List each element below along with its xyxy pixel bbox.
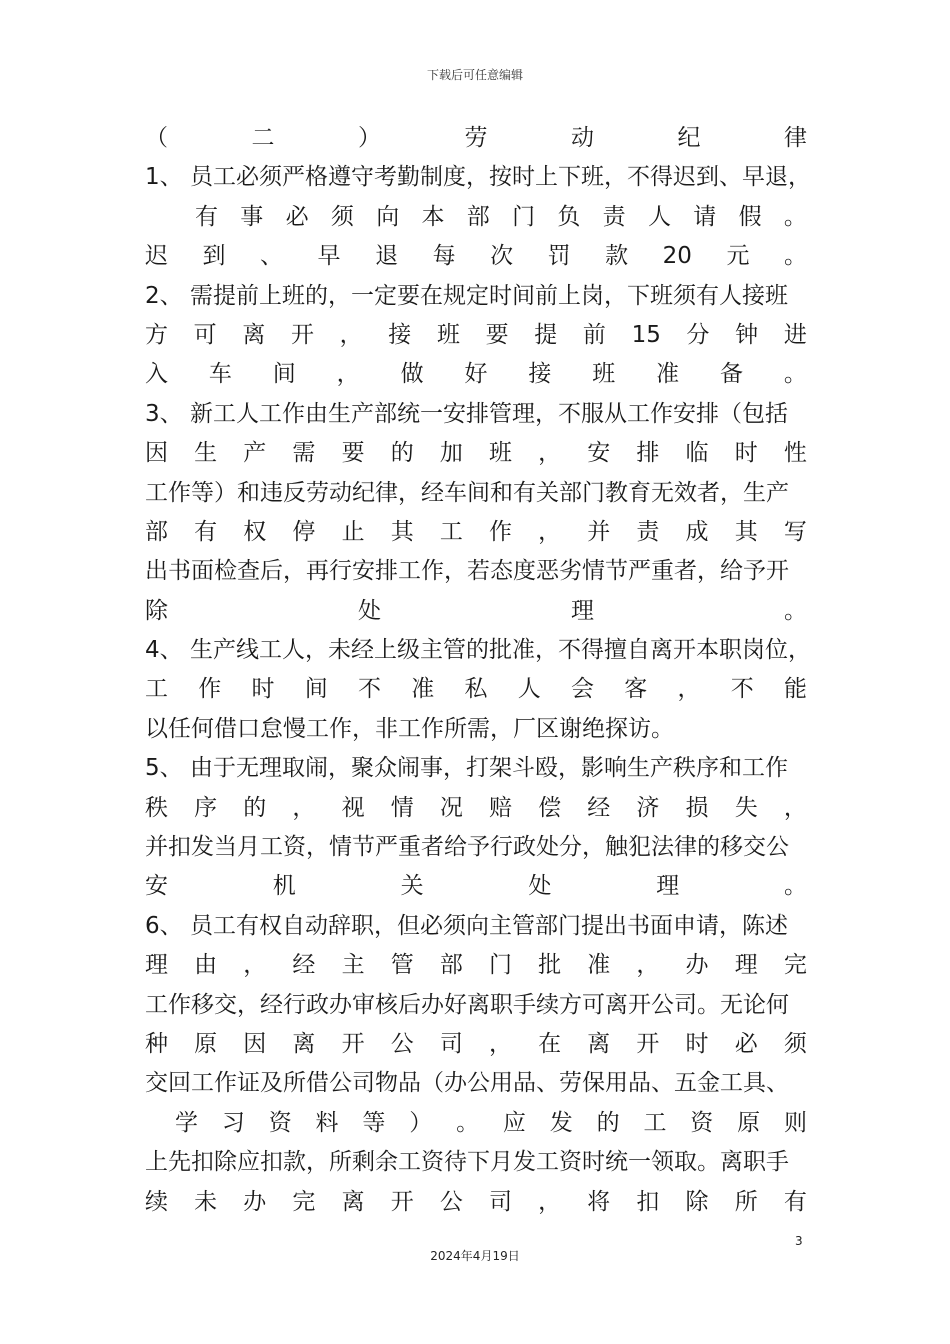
text-glyph: 班 — [436, 321, 460, 348]
text-glyph: 能 — [784, 676, 807, 703]
text-glyph: 加 — [439, 440, 463, 467]
document-body — [145, 119, 811, 1222]
text-glyph: 有 — [783, 1188, 807, 1215]
text-glyph: 准 — [411, 676, 435, 703]
text-glyph: 。 — [783, 203, 807, 230]
text-glyph: ， — [243, 952, 267, 979]
text-glyph: 因 — [145, 440, 168, 467]
text-glyph: 责 — [636, 518, 660, 545]
text-glyph: 开 — [636, 1030, 660, 1057]
text-glyph: （ — [145, 125, 168, 151]
text-glyph: 续 — [145, 1188, 168, 1215]
text-glyph: 会 — [571, 676, 594, 703]
text-glyph: 迟 — [145, 243, 168, 270]
text-glyph: 安 — [145, 873, 168, 900]
text-glyph: 司 — [439, 1030, 463, 1057]
text-glyph: ） — [409, 1109, 433, 1136]
text-glyph: 生 — [194, 440, 218, 467]
text-glyph: 处 — [528, 873, 552, 900]
text-glyph: 损 — [685, 794, 709, 821]
text-glyph: 其 — [390, 518, 414, 545]
text-line — [145, 237, 807, 276]
text-glyph: 向 — [376, 203, 400, 230]
text-glyph: 在 — [538, 1030, 562, 1057]
text-glyph: ， — [677, 676, 701, 703]
text-glyph: 开 — [341, 1030, 365, 1057]
text-glyph: 视 — [341, 794, 365, 821]
text-glyph: 班 — [488, 440, 512, 467]
text-glyph: 原 — [737, 1109, 761, 1136]
text-glyph: 事 — [240, 203, 264, 230]
text-glyph: 序 — [194, 794, 218, 821]
text-glyph: 离 — [242, 321, 266, 348]
text-line — [145, 592, 807, 631]
text-glyph: 临 — [685, 440, 709, 467]
text-glyph: 早 — [317, 243, 341, 270]
text-glyph: 产 — [243, 440, 267, 467]
text-glyph: 学 — [175, 1109, 198, 1136]
text-glyph: 的 — [596, 1109, 620, 1136]
text-glyph: ， — [538, 440, 562, 467]
text-glyph: 济 — [636, 794, 660, 821]
text-glyph: 应 — [502, 1109, 526, 1136]
text-glyph: 。 — [784, 597, 807, 624]
text-glyph: 到 — [202, 243, 226, 270]
text-glyph: 备 — [720, 361, 744, 388]
text-line: 交回工作证及所借公司物品（办公用品、劳保用品、五金工具、 — [145, 1070, 789, 1097]
text-glyph: 的 — [390, 440, 414, 467]
text-line: 1、 员工必须严格遵守考勤制度，按时上下班，不得迟到、早退， — [145, 164, 811, 191]
text-glyph: ， — [538, 518, 562, 545]
text-line: 3、 新工人工作由生产部统一安排管理，不服从工作安排（包括 — [145, 400, 788, 427]
text-glyph: 理 — [734, 952, 758, 979]
text-glyph: 须 — [330, 203, 354, 230]
text-glyph: 开 — [290, 321, 314, 348]
text-line — [145, 1025, 807, 1064]
text-glyph: 所 — [734, 1188, 758, 1215]
text-glyph: 本 — [421, 203, 445, 230]
text-glyph: 间 — [272, 361, 296, 388]
text-glyph: 理 — [571, 597, 594, 624]
text-glyph: 负 — [557, 203, 581, 230]
text-glyph: 私 — [464, 676, 488, 703]
text-line: 2、 需提前上班的，一定要在规定时间前上岗，下班须有人接班 — [145, 282, 788, 309]
text-glyph: 止 — [341, 518, 365, 545]
text-glyph: 办 — [243, 1188, 267, 1215]
text-glyph: 原 — [194, 1030, 218, 1057]
page-header: 下载后可任意编辑 — [426, 68, 523, 82]
text-glyph: 律 — [784, 125, 807, 151]
text-glyph: 安 — [587, 440, 611, 467]
text-glyph: ， — [488, 1030, 512, 1057]
page-number: 3 — [795, 1234, 803, 1248]
text-glyph: 部 — [466, 203, 490, 230]
text-line — [145, 946, 807, 985]
text-glyph: 必 — [734, 1030, 758, 1057]
text-glyph: ） — [358, 125, 381, 151]
text-glyph: 门 — [488, 952, 512, 979]
text-glyph: 成 — [685, 518, 709, 545]
text-line: 5、 由于无理取闹，聚众闹事，打架斗殴，影响生产秩序和工作 — [145, 755, 788, 782]
text-line — [145, 1104, 807, 1143]
text-glyph: 班 — [592, 361, 616, 388]
text-glyph: 性 — [783, 440, 807, 467]
text-glyph: 批 — [538, 952, 562, 979]
text-glyph: 料 — [315, 1109, 339, 1136]
text-line: 上先扣除应扣款，所剩余工资待下月发工资时统一领取。离职手 — [145, 1149, 789, 1176]
text-glyph: 劳 — [464, 125, 488, 151]
text-glyph: 公 — [439, 1188, 463, 1215]
text-line: 出书面检查后，再行安排工作，若态度恶劣情节严重者，给予开 — [145, 558, 789, 585]
text-glyph: 离 — [587, 1030, 611, 1057]
text-glyph: ， — [636, 952, 660, 979]
text-glyph: 未 — [194, 1188, 218, 1215]
text-glyph: 时 — [734, 440, 758, 467]
text-glyph: 除 — [145, 597, 168, 624]
text-glyph: 停 — [292, 518, 316, 545]
text-glyph: 动 — [571, 125, 594, 151]
text-glyph: 二 — [251, 125, 275, 151]
text-glyph: 要 — [341, 440, 365, 467]
text-glyph: 主 — [341, 952, 365, 979]
text-glyph: 分 — [686, 321, 710, 348]
text-glyph: 工 — [145, 676, 168, 703]
text-glyph: 车 — [208, 361, 232, 388]
text-glyph: 不 — [730, 676, 754, 703]
text-glyph: 等 — [362, 1109, 386, 1136]
text-glyph: 发 — [549, 1109, 573, 1136]
text-glyph: 次 — [490, 243, 514, 270]
text-glyph: 偿 — [538, 794, 562, 821]
text-line — [145, 355, 807, 394]
text-glyph: 排 — [636, 440, 660, 467]
text-glyph: 离 — [292, 1030, 316, 1057]
text-glyph: 进 — [783, 321, 807, 348]
text-glyph: 请 — [693, 203, 717, 230]
text-glyph: 准 — [656, 361, 680, 388]
text-glyph: 做 — [400, 361, 424, 388]
text-glyph: 作 — [198, 676, 222, 703]
text-line — [145, 513, 807, 552]
text-glyph: 。 — [783, 361, 807, 388]
text-glyph: 方 — [145, 321, 168, 348]
text-glyph: 20 — [662, 243, 692, 270]
text-glyph: 习 — [221, 1109, 245, 1136]
text-glyph: 。 — [783, 243, 807, 270]
text-glyph: 完 — [783, 952, 807, 979]
text-glyph: 每 — [432, 243, 456, 270]
text-glyph: 秩 — [145, 794, 168, 821]
text-glyph: 间 — [304, 676, 328, 703]
text-glyph: 人 — [647, 203, 671, 230]
text-glyph: 权 — [243, 518, 267, 545]
text-glyph: 赔 — [488, 794, 512, 821]
text-line: 4、 生产线工人，未经上级主管的批准，不得擅自离开本职岗位， — [145, 637, 811, 664]
text-glyph: 作 — [488, 518, 512, 545]
text-glyph: 处 — [358, 597, 381, 624]
text-glyph: 资 — [690, 1109, 714, 1136]
text-glyph: 则 — [783, 1109, 807, 1136]
text-glyph: 写 — [783, 518, 807, 545]
page-footer-date: 2024年4月19日 — [430, 1249, 520, 1263]
text-glyph: 前 — [582, 321, 606, 348]
text-glyph: 完 — [292, 1188, 316, 1215]
text-glyph: 失 — [734, 794, 758, 821]
text-line: 工作移交，经行政办审核后办好离职手续方可离开公司。无论何 — [145, 991, 789, 1018]
text-glyph: ， — [783, 794, 807, 821]
text-line: 以任何借口怠慢工作，非工作所需，厂区谢绝探访。 — [145, 715, 674, 742]
text-line — [145, 789, 807, 828]
text-line: 6、 员工有权自动辞职，但必须向主管部门提出书面申请，陈述 — [145, 912, 788, 939]
text-glyph: 离 — [341, 1188, 365, 1215]
text-line — [145, 119, 807, 158]
text-glyph: 并 — [587, 518, 611, 545]
text-glyph: 有 — [194, 518, 218, 545]
text-glyph: 有 — [195, 203, 218, 230]
text-line — [145, 316, 807, 355]
text-line — [145, 434, 807, 473]
text-glyph: 、 — [260, 243, 284, 270]
text-glyph: 部 — [439, 952, 463, 979]
text-line — [145, 670, 807, 709]
text-glyph: 况 — [439, 794, 463, 821]
text-glyph: 客 — [624, 676, 648, 703]
text-glyph: 好 — [464, 361, 488, 388]
text-glyph: 接 — [388, 321, 412, 348]
text-line — [145, 198, 807, 237]
text-glyph: 开 — [390, 1188, 414, 1215]
text-glyph: 其 — [734, 518, 758, 545]
text-glyph: 款 — [605, 243, 629, 270]
text-line — [145, 1183, 807, 1222]
text-glyph: 由 — [194, 952, 218, 979]
text-glyph: 必 — [285, 203, 309, 230]
text-glyph: 除 — [685, 1188, 709, 1215]
text-glyph: 门 — [512, 203, 536, 230]
text-glyph: 公 — [390, 1030, 414, 1057]
text-glyph: 退 — [375, 243, 399, 270]
text-glyph: 准 — [587, 952, 611, 979]
text-glyph: 经 — [587, 794, 611, 821]
text-glyph: 时 — [251, 676, 275, 703]
text-glyph: 种 — [145, 1030, 168, 1057]
text-glyph: 罚 — [547, 243, 571, 270]
text-glyph: 情 — [390, 794, 414, 821]
text-glyph: 办 — [685, 952, 709, 979]
text-glyph: 工 — [643, 1109, 667, 1136]
text-line — [145, 867, 807, 906]
text-line: 工作等）和违反劳动纪律，经车间和有关部门教育无效者，生产 — [145, 479, 789, 506]
text-glyph: 纪 — [677, 125, 701, 151]
text-glyph: 要 — [485, 321, 509, 348]
text-glyph: 因 — [243, 1030, 267, 1057]
text-glyph: 15 — [631, 321, 661, 348]
text-glyph: 假 — [738, 203, 762, 230]
text-glyph: 责 — [602, 203, 626, 230]
text-glyph: 工 — [439, 518, 463, 545]
text-glyph: 入 — [145, 361, 168, 388]
text-glyph: ， — [538, 1188, 562, 1215]
text-glyph: 需 — [292, 440, 316, 467]
text-glyph: 。 — [783, 873, 807, 900]
text-glyph: 将 — [587, 1188, 611, 1215]
text-glyph: 时 — [685, 1030, 709, 1057]
text-glyph: 资 — [268, 1109, 292, 1136]
text-glyph: 。 — [456, 1109, 480, 1136]
text-glyph: 机 — [272, 873, 296, 900]
text-glyph: 管 — [390, 952, 414, 979]
text-glyph: 理 — [656, 873, 680, 900]
text-glyph: ， — [336, 361, 360, 388]
text-glyph: 接 — [528, 361, 552, 388]
text-glyph: 提 — [534, 321, 558, 348]
text-glyph: 关 — [400, 873, 424, 900]
text-glyph: 须 — [783, 1030, 807, 1057]
text-glyph: 司 — [488, 1188, 512, 1215]
text-glyph: ， — [292, 794, 316, 821]
text-glyph: 理 — [145, 952, 168, 979]
text-glyph: ， — [339, 321, 363, 348]
text-glyph: 的 — [243, 794, 267, 821]
text-glyph: 经 — [292, 952, 316, 979]
text-glyph: 钟 — [735, 321, 759, 348]
text-glyph: 扣 — [636, 1188, 660, 1215]
text-glyph: 元 — [726, 243, 750, 270]
text-line: 并扣发当月工资，情节严重者给予行政处分，触犯法律的移交公 — [145, 834, 789, 861]
text-glyph: 可 — [193, 321, 217, 348]
text-glyph: 不 — [358, 676, 381, 703]
text-glyph: 部 — [145, 518, 168, 545]
text-glyph: 人 — [517, 676, 541, 703]
